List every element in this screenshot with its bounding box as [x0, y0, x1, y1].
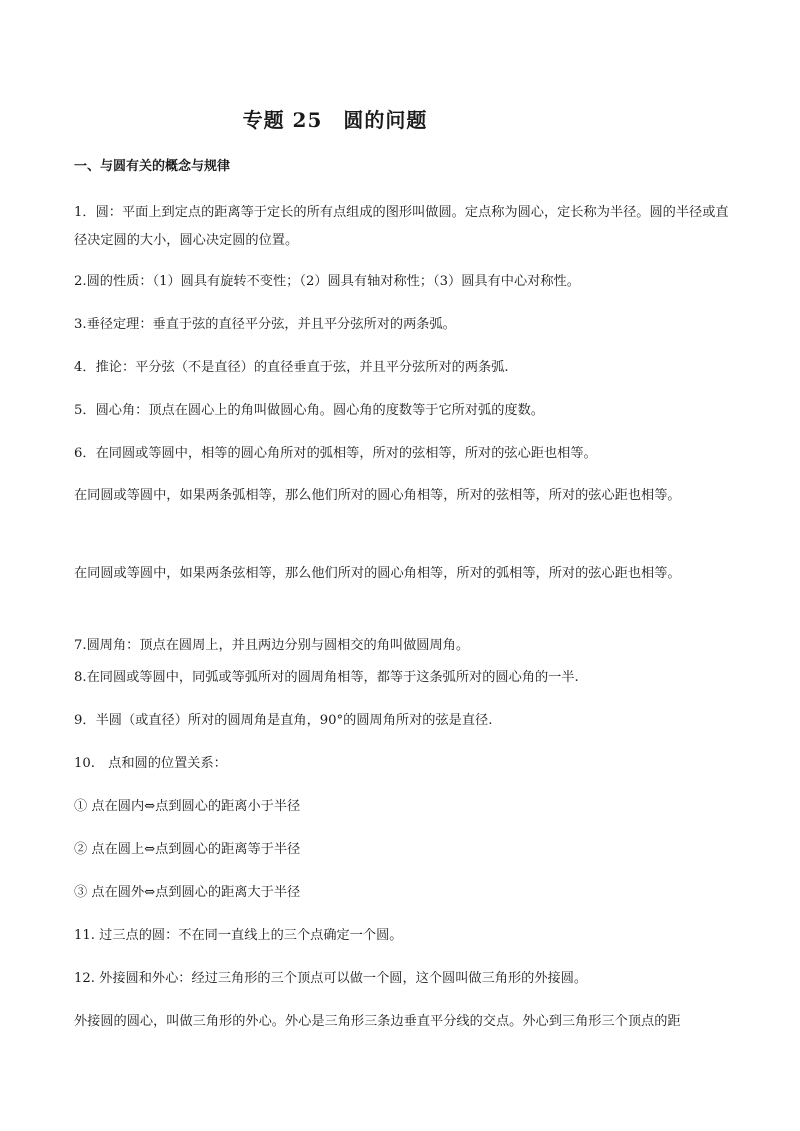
page-title: 专题 25 圆的问题 [242, 108, 428, 132]
paragraph-8: 在同圆或等圆中，如果两条弦相等，那么他们所对的圆心角相等，所对的弧相等，所对的弦心距也相等。 [74, 566, 681, 581]
paragraph-4: 4．推论：平分弦（不是直径）的直径垂直于弦，并且平分弦所对的两条弧. [74, 360, 509, 375]
paragraph-7: 在同圆或等圆中，如果两条弧相等，那么他们所对的圆心角相等，所对的弦相等，所对的弦心距也相等。 [74, 488, 681, 503]
paragraph-13: 11. 过三点的圆：不在同一直线上的三个点确定一个圆。 [74, 928, 403, 943]
paragraph-11: 9．半圆（或直径）所对的圆周角是直角，90°的圆周角所对的弦是直径. [74, 713, 493, 728]
list-item-1: ① 点在圆内⇔点到圆心的距离小于半径 [74, 799, 301, 814]
paragraph-1: 1．圆：平面上到定点的距离等于定长的所有点组成的图形叫做圆。定点称为圆心，定长称为半径。圆的半径或直径决定圆的大小，圆心决定圆的位置。 [74, 205, 729, 248]
paragraph-2: 2.圆的性质：（1）圆具有旋转不变性；（2）圆具有轴对称性；（3）圆具有中心对称性。 [74, 274, 580, 289]
paragraph-5: 5．圆心角：顶点在圆心上的角叫做圆心角。圆心角的度数等于它所对弧的度数。 [74, 403, 544, 418]
list-item-2: ② 点在圆上⇔点到圆心的距离等于半径 [74, 842, 301, 857]
paragraph-9: 7.圆周角：顶点在圆周上，并且两边分别与圆相交的角叫做圆周角。 [74, 638, 470, 653]
paragraph-12: 10. 点和圆的位置关系： [74, 756, 227, 771]
paragraph-15: 外接圆的圆心，叫做三角形的外心。外心是三角形三条边垂直平分线的交点。外心到三角形三个顶点的距 [74, 1014, 681, 1029]
section-heading: 一、与圆有关的概念与规律 [74, 159, 231, 174]
list-item-3: ③ 点在圆外⇔点到圆心的距离大于半径 [74, 885, 301, 900]
paragraph-3: 3.垂径定理：垂直于弦的直径平分弦，并且平分弦所对的两条弧。 [74, 317, 456, 332]
paragraph-6: 6．在同圆或等圆中，相等的圆心角所对的弧相等，所对的弦相等，所对的弦心距也相等。 [74, 446, 597, 461]
paragraph-10: 8.在同圆或等圆中，同弧或等弧所对的圆周角相等，都等于这条弧所对的圆心角的一半. [74, 670, 579, 685]
paragraph-14: 12. 外接圆和外心：经过三角形的三个顶点可以做一个圆，这个圆叫做三角形的外接圆。 [74, 971, 588, 986]
